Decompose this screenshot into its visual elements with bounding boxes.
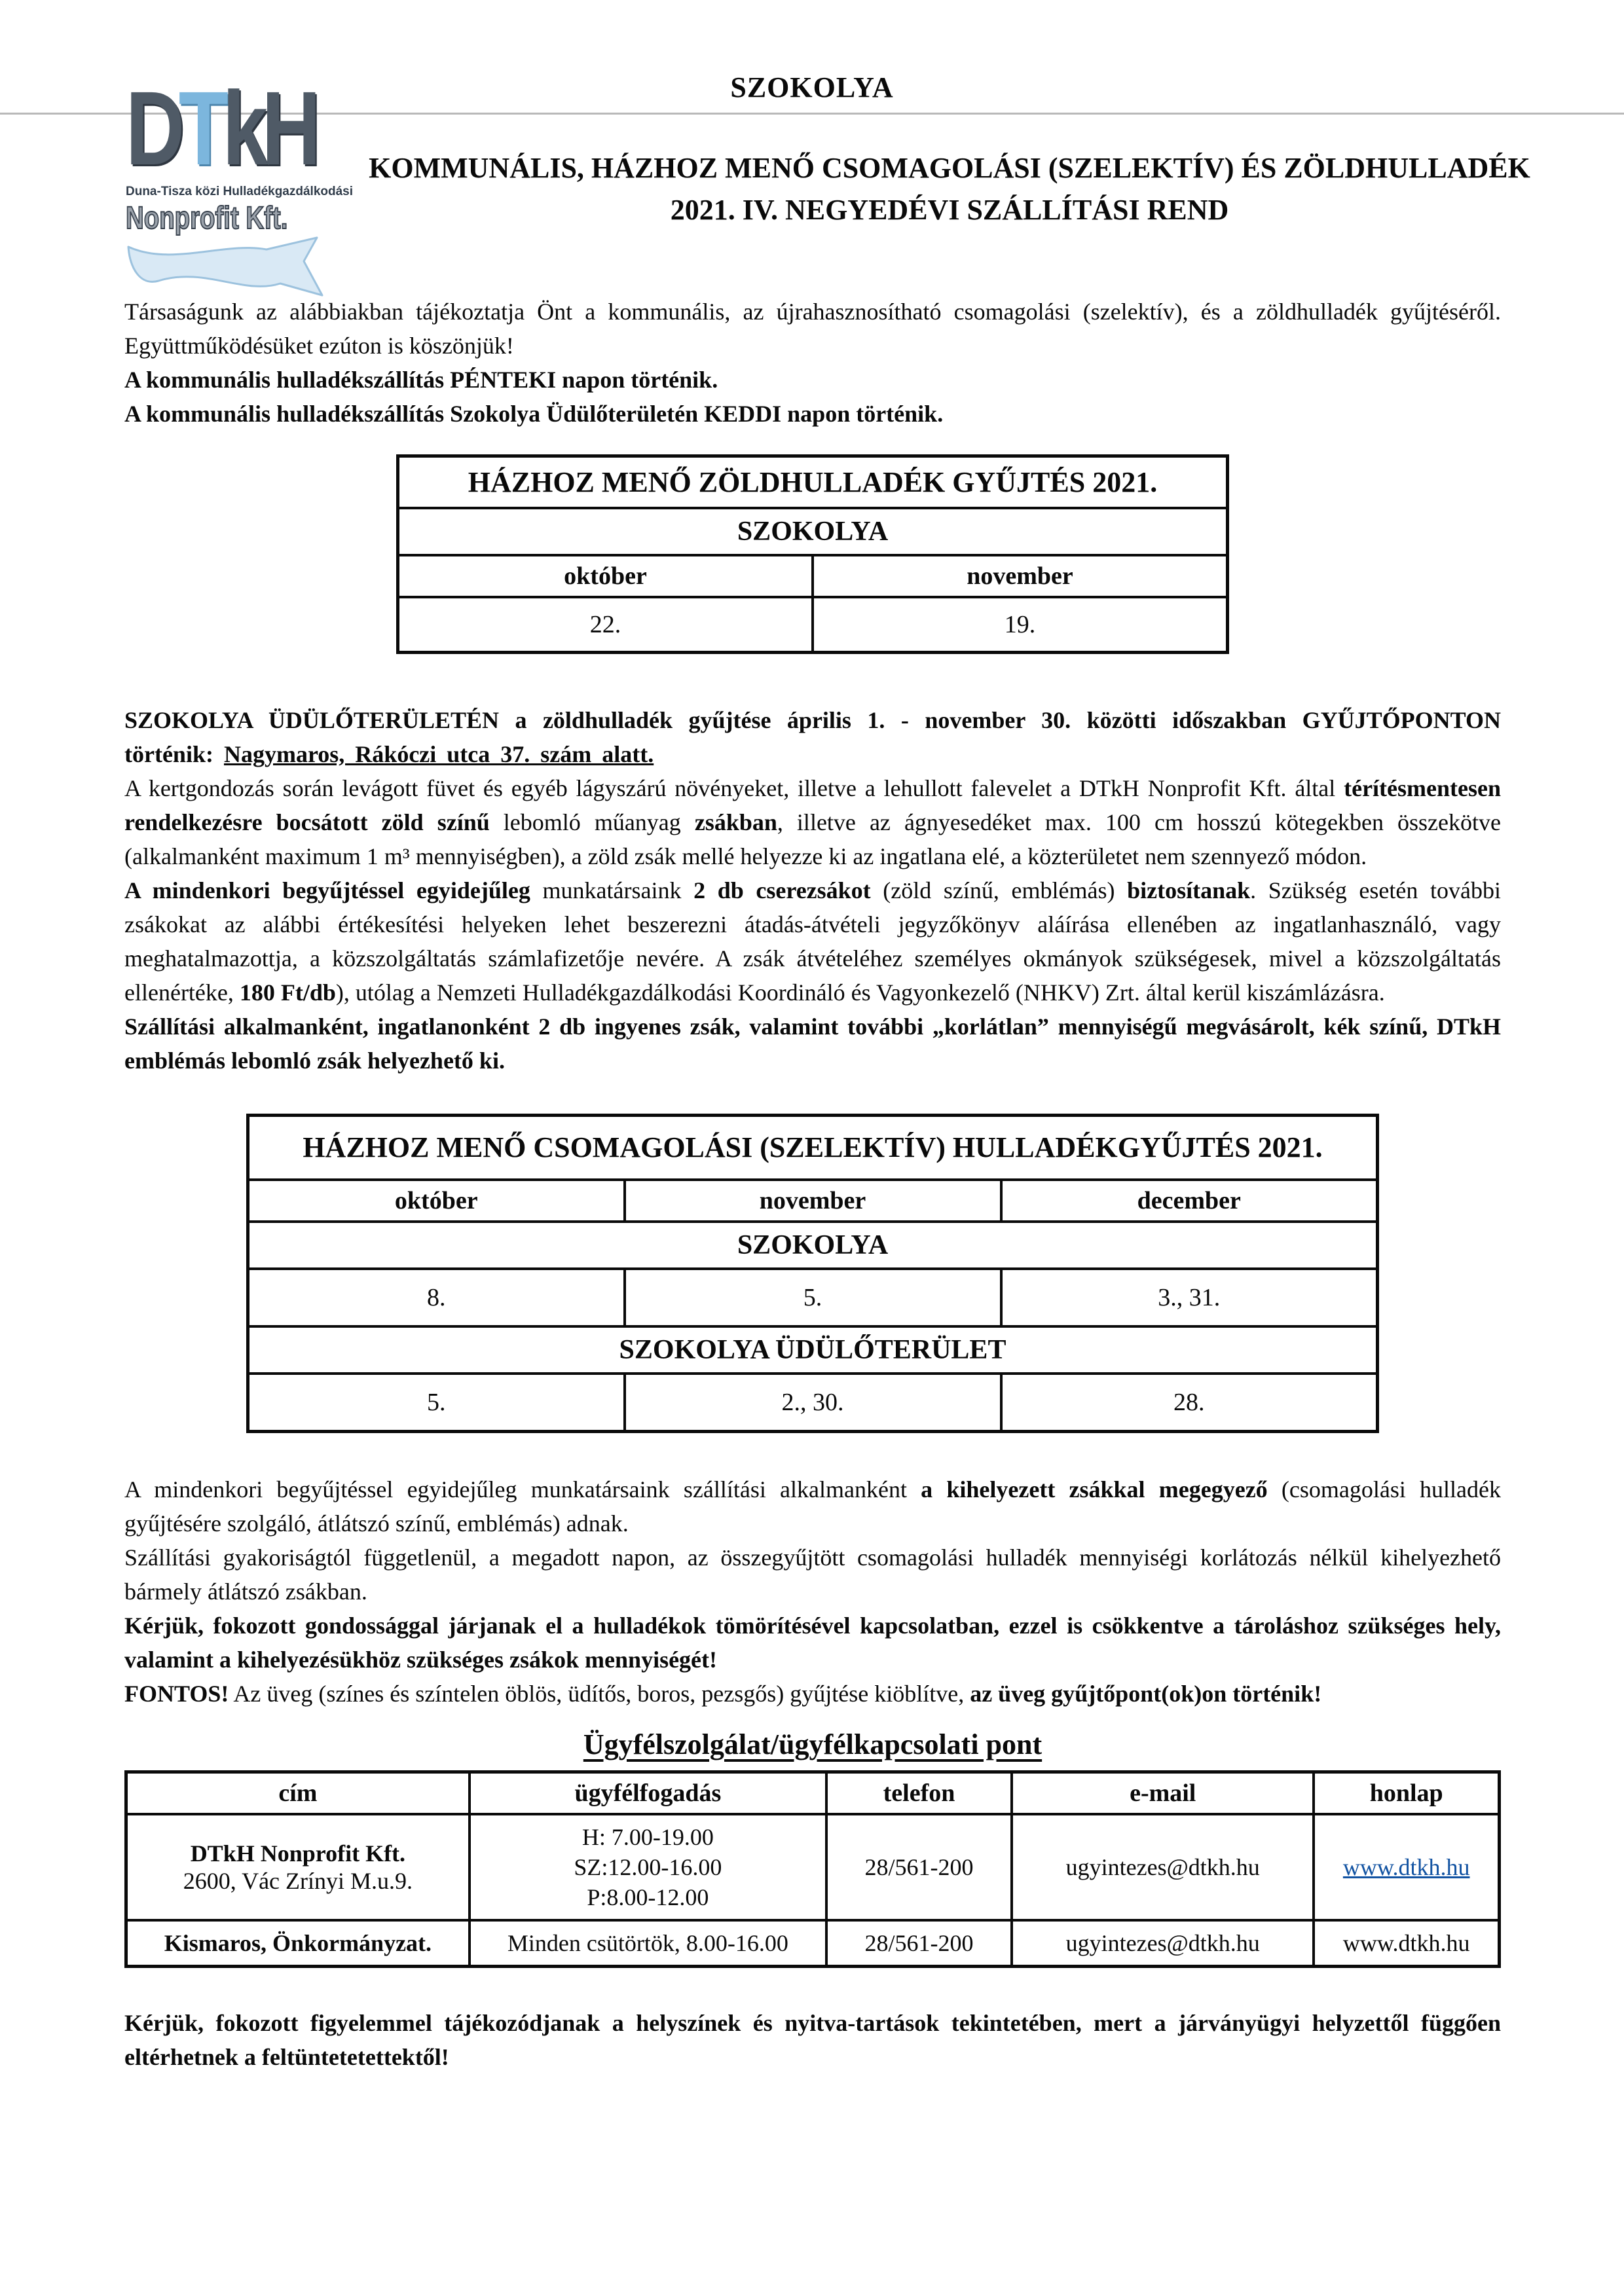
bags-run-2: 2 db cserezsákot — [693, 877, 871, 903]
green-run-4: , illetve az ágnyesedéket max. 100 cm hosszú kötegekben összekötve (alkalmanként maximum 1 m³ mennyiségben), a zöld zsák mellé helyezze ki az ingatlana elé, a közterületet nem szennyező módon. — [124, 809, 1501, 869]
green-waste-table-subtitle: SZOKOLYA — [398, 508, 1228, 555]
contact-header-email: e-mail — [1012, 1772, 1314, 1814]
contact-email-dtkh: ugyintezes@dtkh.hu — [1012, 1814, 1314, 1920]
footer-warning-paragraph: Kérjük, fokozott figyelemmel tájékozódjanak a helyszínek és nyitva-tartások tekintetében, mert a járványügyi helyzettől függően eltérhetnek a feltüntetetettektől! — [124, 2009, 1501, 2070]
contact-header-phone: telefon — [826, 1772, 1012, 1814]
fontos-run-2: az üveg gyűjtőpont(ok)on történik! — [970, 1680, 1322, 1707]
bags-run-0: A mindenkori begyűjtéssel egyidejűleg — [124, 877, 530, 903]
contact-header-address: cím — [126, 1772, 470, 1814]
column-header-october: október — [248, 1180, 625, 1222]
szokolya-date-november: 5. — [625, 1269, 1001, 1326]
logo-letter-h: H — [261, 69, 315, 187]
logo-swoosh-graphic — [126, 232, 355, 314]
matching-run-2: (csomagolási hulladék gyűjtésére szolgáló, átlátszó színű, emblémás) adnak. — [124, 1476, 1501, 1537]
document-title — [354, 147, 1545, 231]
dtkh-website-link[interactable]: www.dtkh.hu — [1342, 1853, 1470, 1880]
contact-row-kismaros — [126, 1920, 1500, 1967]
resort-note-address: Nagymaros, Rákóczi utca 37. szám alatt. — [223, 741, 654, 767]
section-row-szokolya: SZOKOLYA — [248, 1222, 1378, 1269]
blue-bags-paragraph: Szállítási alkalmanként, ingatlanonként 2 db ingyenes zsák, valamint további „korlátlan” mennyiségű megvásárolt, kék színű, DTkH emblémás lebomló zsák helyezhető ki. — [124, 1013, 1501, 1074]
hours-monday: H: 7.00-19.00 — [581, 1823, 714, 1850]
green-run-3: zsákban — [694, 809, 777, 835]
szokolya-date-october: 8. — [248, 1269, 625, 1326]
hours-friday: P:8.00-12.00 — [587, 1884, 709, 1910]
szokolya-date-december: 3., 31. — [1001, 1269, 1378, 1326]
column-header-november: november — [813, 555, 1228, 597]
bags-run-1: munkatársaink — [530, 877, 694, 903]
contact-hours-kismaros — [470, 1920, 826, 1967]
replacement-bags-paragraph — [124, 873, 1501, 1010]
resort-note-mid: a zöldhulladék gyűjtése április 1. - november 30. közötti időszakban GYŰJTŐPONTON történik: — [124, 707, 1501, 767]
hours-wednesday: SZ:12.00-16.00 — [574, 1853, 722, 1880]
section-row-udoloterulet: SZOKOLYA ÜDÜLŐTERÜLET — [248, 1326, 1378, 1374]
contact-hours-dtkh — [470, 1814, 826, 1920]
logo-letter-t: T — [178, 69, 223, 187]
bags-run-4: biztosítanak — [1127, 877, 1251, 903]
glass-important-paragraph — [124, 1677, 1501, 1711]
resort-date-december: 28. — [1001, 1374, 1378, 1432]
logo-nonprofit-kft: Nonprofit Kft. — [126, 201, 288, 236]
customer-service-heading: Ügyfélszolgálat/ügyfélkapcsolati pont — [583, 1728, 1043, 1760]
contact-row-dtkh — [126, 1814, 1500, 1920]
green-run-2: lebomló műanyag — [489, 809, 695, 835]
date-cell-november: 19. — [813, 597, 1228, 653]
hours-thursday: Minden csütörtök, 8.00-16.00 — [507, 1929, 788, 1956]
resort-date-november: 2., 30. — [625, 1374, 1001, 1432]
matching-bags-paragraph — [124, 1472, 1501, 1540]
matching-run-1: a kihelyezett zsákkal megegyező — [921, 1476, 1268, 1503]
contact-phone-kismaros: 28/561-200 — [826, 1920, 1012, 1967]
document-title-line2: 2021. IV. NEGYEDÉVI SZÁLLÍTÁSI REND — [670, 193, 1229, 226]
column-header-october: október — [398, 555, 813, 597]
page-title: SZOKOLYA — [730, 71, 894, 103]
contact-email-kismaros: ugyintezes@dtkh.hu — [1012, 1920, 1314, 1967]
column-header-november: november — [625, 1180, 1001, 1222]
green-waste-table — [396, 454, 1229, 654]
bags-run-6: 180 Ft/db — [239, 979, 336, 1006]
contact-phone-dtkh: 28/561-200 — [826, 1814, 1012, 1920]
selective-waste-table — [246, 1114, 1379, 1433]
dtkh-logo-letters — [126, 69, 315, 187]
bags-run-7: ), utólag a Nemzeti Hulladékgazdálkodási Koordináló és Vagyonkezelő (NHKV) Zrt. által kerül kiszámlázásra. — [335, 979, 1385, 1006]
contact-address-dtkh-street: 2600, Vác Zrínyi M.u.9. — [183, 1867, 413, 1894]
green-waste-table-title: HÁZHOZ MENŐ ZÖLDHULLADÉK GYŰJTÉS 2021. — [398, 456, 1228, 509]
intro-paragraph: Társaságunk az alábbiakban tájékoztatja Önt a kommunális, az újrahasznosítható csomagolási (szelektív), és a zöldhulladék gyűjtéséről. Együttműködésüket ezúton is köszönjük! — [124, 299, 1501, 359]
resort-date-october: 5. — [248, 1374, 625, 1432]
bags-run-5: . Szükség esetén további zsákokat az alábbi értékesítési helyeken lehet beszerezni átadás-átvételi jegyzőkönyv aláírása ellenében az ingatlanhasználó, vagy meghatalmazottja, a közszolgáltatás számlafizetője nevére. A zsák átvételéhez személyes okmányok szükségesek, mivel a közszolgáltatás ellenértéke, — [124, 877, 1501, 1006]
fontos-run-0: FONTOS! — [124, 1680, 229, 1707]
resort-note-lead: SZOKOLYA ÜDÜLŐTERÜLETÉN — [124, 707, 499, 733]
selective-table-title: HÁZHOZ MENŐ CSOMAGOLÁSI (SZELEKTÍV) HULLADÉKGYŰJTÉS 2021. — [248, 1116, 1378, 1180]
logo-letter-k: k — [222, 69, 262, 187]
fontos-run-1: Az üveg (színes és színtelen öblös, üdítős, boros, pezsgős) gyűjtése kiöblítve, — [229, 1680, 970, 1707]
resort-collection-note — [124, 703, 1501, 771]
date-cell-october: 22. — [398, 597, 813, 653]
logo-company-name: Duna-Tisza közi Hulladékgazdálkodási — [126, 185, 354, 198]
contact-address-dtkh — [126, 1814, 470, 1920]
contact-header-website: honlap — [1314, 1772, 1499, 1814]
customer-service-table — [124, 1770, 1501, 1968]
contact-web-kismaros: www.dtkh.hu — [1314, 1920, 1499, 1967]
unlimited-paragraph: Szállítási gyakoriságtól függetlenül, a megadott napon, az összegyűjtött csomagolási hulladék mennyiségi korlátozás nélkül kihelyezhető bármely átlátszó zsákban. — [124, 1544, 1501, 1605]
contact-address-dtkh-name: DTkH Nonprofit Kft. — [190, 1840, 406, 1867]
matching-run-0: A mindenkori begyűjtéssel egyidejűleg munkatársaink szállítási alkalmanként — [124, 1476, 921, 1503]
document-title-line1: KOMMUNÁLIS, HÁZHOZ MENŐ CSOMAGOLÁSI (SZELEKTÍV) ÉS ZÖLDHULLADÉK — [369, 152, 1530, 184]
dtkh-logo — [126, 69, 355, 314]
contact-header-hours: ügyfélfogadás — [470, 1772, 826, 1814]
green-bag-paragraph — [124, 771, 1501, 873]
green-run-1: térítésmentesen rendelkezésre bocsátott zöld színű — [124, 775, 1501, 835]
contact-web-dtkh-cell — [1314, 1814, 1499, 1920]
communal-tuesday-note: A kommunális hulladékszállítás Szokolya Üdülőterületén KEDDI napon történik. — [124, 401, 944, 427]
communal-friday-note: A kommunális hulladékszállítás PÉNTEKI napon történik. — [124, 367, 718, 393]
bags-run-3: (zöld színű, emblémás) — [870, 877, 1128, 903]
logo-letter-d: D — [126, 69, 179, 187]
compression-request-paragraph: Kérjük, fokozott gondossággal járjanak el a hulladékok tömörítésével kapcsolatban, ezzel is csökkentve a tároláshoz szükséges hely, valamint a kihelyezésükhöz szükséges zsákok mennyiségét! — [124, 1612, 1501, 1673]
contact-address-kismaros-name: Kismaros, Önkormányzat. — [164, 1929, 432, 1956]
contact-address-kismaros — [126, 1920, 470, 1967]
green-run-0: A kertgondozás során levágott füvet és egyéb lágyszárú növényeket, illetve a lehullott falevelet a DTkH Nonprofit Kft. által — [124, 775, 1344, 801]
document-body — [124, 295, 1501, 2074]
column-header-december: december — [1001, 1180, 1378, 1222]
